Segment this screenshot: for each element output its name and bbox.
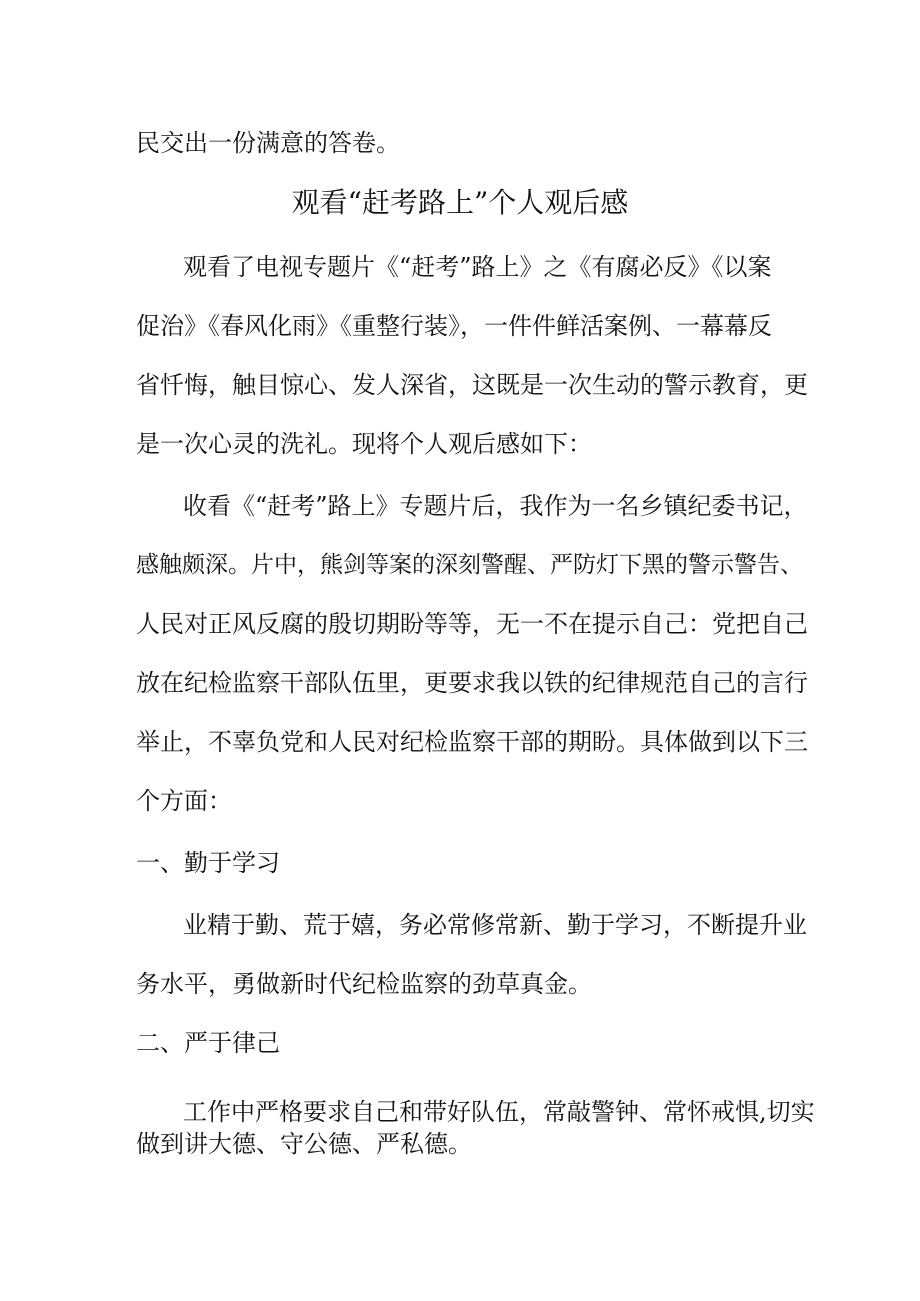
paragraph1-line: 观看了电视专题片《“赶考”路上》之《有腐必反》《以案 (183, 253, 772, 281)
paragraph2-line: 感触颇深。片中，熊剑等案的深刻警醒、严防灯下黑的警示警告、 (136, 552, 803, 578)
page-title: 观看“赶考路上”个人观后感 (291, 186, 629, 219)
section1-heading: 一、勤于学习 (136, 849, 280, 877)
paragraph1-line: 促治》《春风化雨》《重整行装》，一件件鲜活案例、一幕幕反 (136, 312, 772, 340)
paragraph1-line: 省忏悔，触目惊心、发人深省，这既是一次生动的警示教育，更 (136, 371, 808, 399)
section2-line: 做到讲大德、守公德、严私德。 (136, 1130, 472, 1158)
paragraph2-line: 人民对正风反腐的殷切期盼等等，无一不在提示自己：党把自己 (136, 610, 808, 638)
paragraph2-line: 放在纪检监察干部队伍里，更要求我以铁的纪律规范自己的言行 (136, 669, 808, 697)
paragraph2-line: 举止，不辜负党和人民对纪检监察干部的期盼。具体做到以下三 (136, 728, 808, 756)
carryover-line: 民交出一份满意的答卷。 (136, 129, 400, 157)
section1-line: 务水平，勇做新时代纪检监察的劲草真金。 (136, 970, 592, 998)
section2-heading: 二、严于律己 (136, 1029, 280, 1057)
paragraph2-line: 收看《“赶考”路上》专题片后，我作为一名乡镇纪委书记， (183, 492, 808, 520)
section1-line: 业精于勤、荒于嬉，务必常修常新、勤于学习，不断提升业 (183, 911, 807, 939)
paragraph1-line: 是一次心灵的洗礼。现将个人观后感如下： (136, 430, 592, 458)
section2-line: 工作中严格要求自己和带好队伍，常敲警钟、常怀戒惧,切实 (183, 1098, 815, 1126)
paragraph2-line: 个方面： (136, 787, 232, 815)
